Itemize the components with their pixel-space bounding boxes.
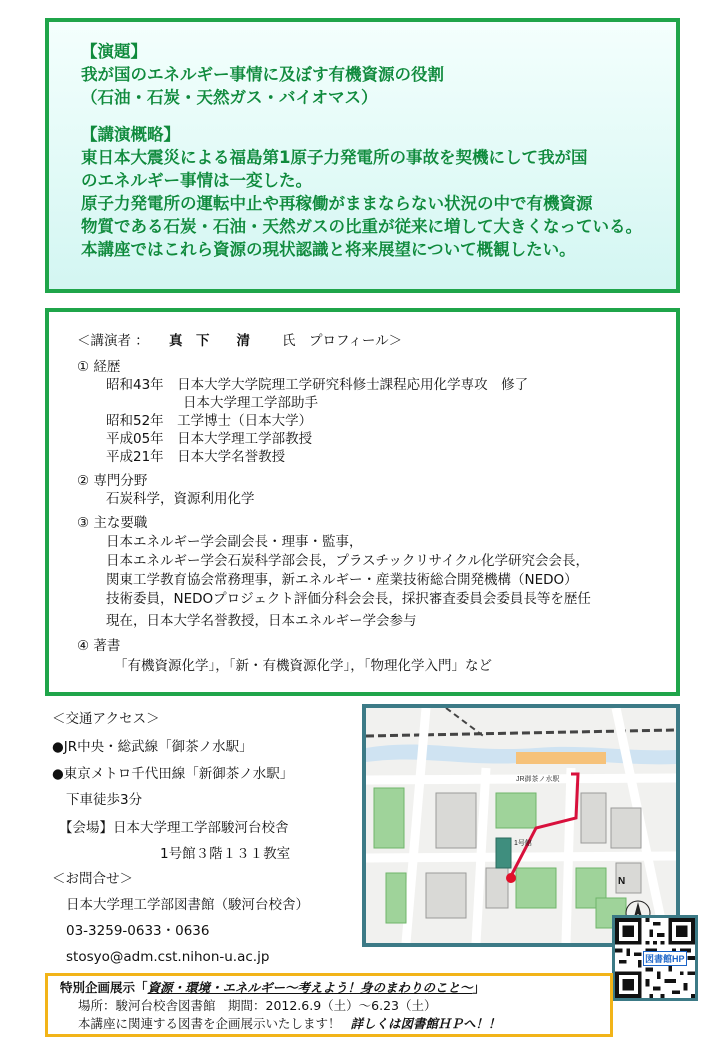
speaker-name: 真 下 清 (169, 333, 250, 349)
lecture-summary-box (45, 18, 680, 293)
access-line: ●JR中央・総武線「御茶ノ水駅」 (52, 739, 253, 755)
summary-line: 東日本大震災による福島第1原子力発電所の事故を契機にして我が国 (81, 148, 588, 167)
exhibit-close: 」 (472, 980, 486, 995)
contact-heading: ＜お問合せ＞ (52, 871, 133, 887)
summary-heading: 【講演概略】 (81, 125, 180, 144)
field-heading: ② 専門分野 (77, 473, 148, 489)
map-drawing (366, 708, 676, 943)
career-item: 日本大学理工学部助手 (183, 395, 318, 411)
campus-map (362, 704, 680, 947)
contact-email[interactable]: stosyo@adm.cst.nihon-u.ac.jp (66, 949, 270, 965)
position-item: 関東工学教育協会常務理事，新エネルギー・産業技術総合開発機構（NEDO） (106, 572, 578, 588)
special-exhibit-box (45, 973, 613, 1037)
career-heading: ① 経歴 (77, 359, 121, 375)
field-text: 石炭科学，資源利用化学 (106, 491, 255, 507)
position-item: 日本エネルギー学会副会長・理事・監事， (106, 534, 363, 550)
library-qr-code[interactable] (612, 915, 698, 1001)
career-item: 昭和52年 工学博士（日本大学） (106, 413, 313, 429)
summary-line: 物質である石炭・石油・天然ガスの比重が従来に増して大きくなっている。 (81, 217, 642, 236)
books-text: 「有機資源化学」，「新・有機資源化学」，「物理化学入門」など (114, 658, 492, 674)
speaker-profile-box (45, 308, 680, 696)
access-walk: 下車徒歩3分 (66, 792, 143, 808)
building-label: 1号館 (514, 840, 532, 847)
venue-line: 【会場】日本大学理工学部駿河台校舎 (59, 820, 289, 836)
venue-room: 1号館３階１３１教室 (160, 846, 291, 862)
station-label: JR御茶ノ水駅 (516, 776, 560, 783)
access-heading: ＜交通アクセス＞ (52, 711, 160, 727)
position-item: 技術委員，NEDOプロジェクト評価分科会会長，採択審査委員会委員長等を歴任 (106, 591, 591, 607)
lecture-title: 我が国のエネルギー事情に及ぼす有機資源の役割 (81, 65, 444, 84)
exhibit-note: 本講座に関連する図書を企画展示いたします！ (78, 1016, 341, 1031)
title-heading: 【演題】 (81, 42, 147, 61)
contact-org: 日本大学理工学部図書館（駿河台校舎） (66, 897, 309, 913)
access-line: ●東京メトロ千代田線「新御茶ノ水駅」 (52, 766, 294, 782)
exhibit-place: 場所：駿河台校舎図書館 期間：2012.6.9（土）～6.23（土） (78, 998, 437, 1013)
lecture-subtitle: （石油・石炭・天然ガス・バイオマス） (81, 88, 378, 107)
contact-phone: 03-3259-0633・0636 (66, 923, 210, 939)
profile-header-prefix: ＜講演者 ： (77, 333, 149, 349)
career-item: 昭和43年 日本大学大学院理工学研究科修士課程応用化学専攻 修了 (106, 377, 529, 393)
career-item: 平成21年 日本大学名誉教授 (106, 449, 286, 465)
position-item: 日本エネルギー学会石炭科学部会長，プラスチックリサイクル化学研究会会長， (106, 553, 590, 569)
compass-label: N (618, 876, 626, 887)
summary-line: 本講座ではこれら資源の現状認識と将来展望について概観したい。 (81, 240, 576, 259)
career-item: 平成05年 日本大学理工学部教授 (106, 431, 313, 447)
position-item: 現在，日本大学名誉教授，日本エネルギー学会参与 (106, 613, 417, 629)
exhibit-more-link[interactable]: 詳しくは図書館ＨＰへ！！ (350, 1016, 501, 1031)
summary-line: のエネルギー事情は一変した。 (81, 171, 312, 190)
profile-header-suffix: 氏 プロフィール＞ (282, 333, 403, 349)
exhibit-theme: 資源・環境・エネルギー～考えよう！身のまわりのこと～ (147, 980, 473, 995)
exhibit-label: 特別企画展示「 (60, 980, 148, 995)
qr-label: 図書館HP (643, 951, 687, 966)
summary-line: 原子力発電所の運転中止や再稼働がままならない状況の中で有機資源 (81, 194, 593, 213)
positions-heading: ③ 主な要職 (77, 515, 148, 531)
books-heading: ④ 著書 (77, 638, 121, 654)
